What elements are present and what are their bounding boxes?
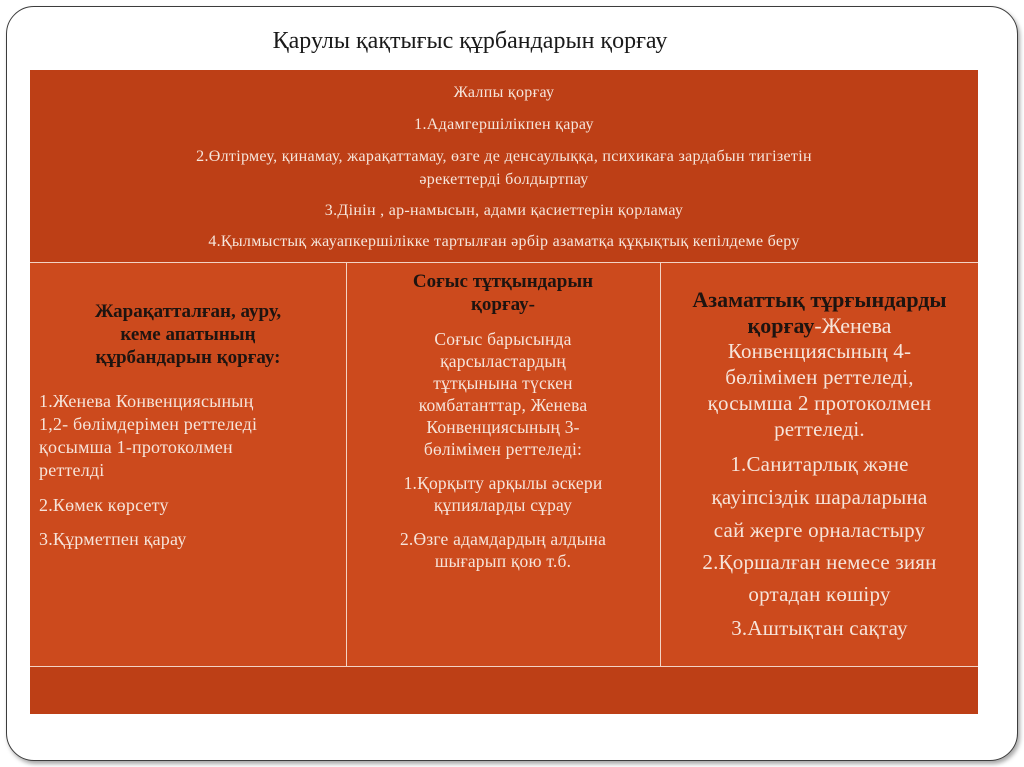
column-text: ортадан көшіру (748, 582, 891, 606)
column-text: сай жерге орналастыру (713, 518, 926, 542)
column-text: Конвенциясының 3- (426, 417, 580, 437)
column-wounded (30, 263, 346, 666)
header-line: 4.Қылмыстық жауапкершілікке тартылған әрбір азаматқа құқықтық кепілдеме беру (208, 233, 800, 250)
column-text: құпияларды сұрау (433, 495, 573, 515)
header-line: 1.Адамгершілікпен қарау (414, 116, 594, 133)
column-text: 2.Өзге адамдардың алдына (399, 529, 607, 549)
column-heading: құрбандарын қорғау: (95, 347, 281, 368)
column-text: шығарып қою т.б. (434, 551, 572, 571)
header-line: Жалпы қорғау (453, 84, 555, 101)
body-row (30, 262, 978, 667)
column-text: Конвенциясының 4- (727, 339, 912, 363)
header-line: әрекеттерді болдыртпау (419, 171, 589, 188)
column-heading: Соғыс тұтқындарын (412, 271, 594, 292)
column-text: 1.Санитарлық және (730, 452, 909, 476)
column-text: бөлімімен реттеледі: (423, 439, 583, 459)
content-table (30, 70, 978, 714)
column-heading-line (661, 313, 978, 339)
column-civilians (661, 263, 978, 666)
column-text: 1,2- бөлімдерімен реттеледі (39, 414, 258, 434)
column-text: тұтқынына түскен (433, 373, 573, 393)
column-text: -Женева (814, 313, 892, 338)
column-text: Соғыс барысында (434, 329, 572, 349)
slide-title: Қарулы қақтығыс құрбандарын қорғау (272, 28, 668, 54)
column-text: 2.Көмек көрсету (39, 495, 169, 515)
column-prisoners (346, 263, 661, 666)
column-text: реттеледі. (774, 417, 865, 441)
column-text: комбатанттар, Женева (418, 395, 588, 415)
column-heading: қорғау (747, 313, 815, 338)
column-heading: Жарақатталған, ауру, (94, 301, 282, 322)
header-line: 3.Дінін , ар-намысын, адами қасиеттерін қорламау (324, 202, 684, 219)
column-text: 2.Қоршалған немесе зиян (702, 550, 937, 574)
general-protection-header (30, 70, 978, 262)
header-line: 2.Өлтірмеу, қинамау, жарақаттамау, өзге де денсаулыққа, психикаға зардабын тигізетін (196, 148, 812, 165)
column-text: қосымша 1-протоколмен (39, 437, 233, 457)
column-text: қауіпсіздік шараларына (711, 485, 928, 509)
column-text: қарсыластардың (440, 351, 566, 371)
column-text: 1.Қорқыту арқылы әскери (403, 473, 603, 493)
column-heading: кеме апатының (120, 324, 256, 345)
column-text: 3.Аштықтан сақтау (731, 616, 908, 640)
column-text: бөлімімен реттеледі, (725, 365, 914, 389)
column-text: 1.Женева Конвенциясының (39, 391, 254, 411)
column-text: қосымша 2 протоколмен (707, 391, 932, 415)
column-text: реттелді (39, 460, 105, 480)
column-heading: Азаматтық тұрғындарды (692, 287, 947, 312)
column-text: 3.Құрметпен қарау (39, 529, 187, 549)
empty-footer-row (30, 667, 978, 714)
column-heading: қорғау- (470, 294, 535, 315)
